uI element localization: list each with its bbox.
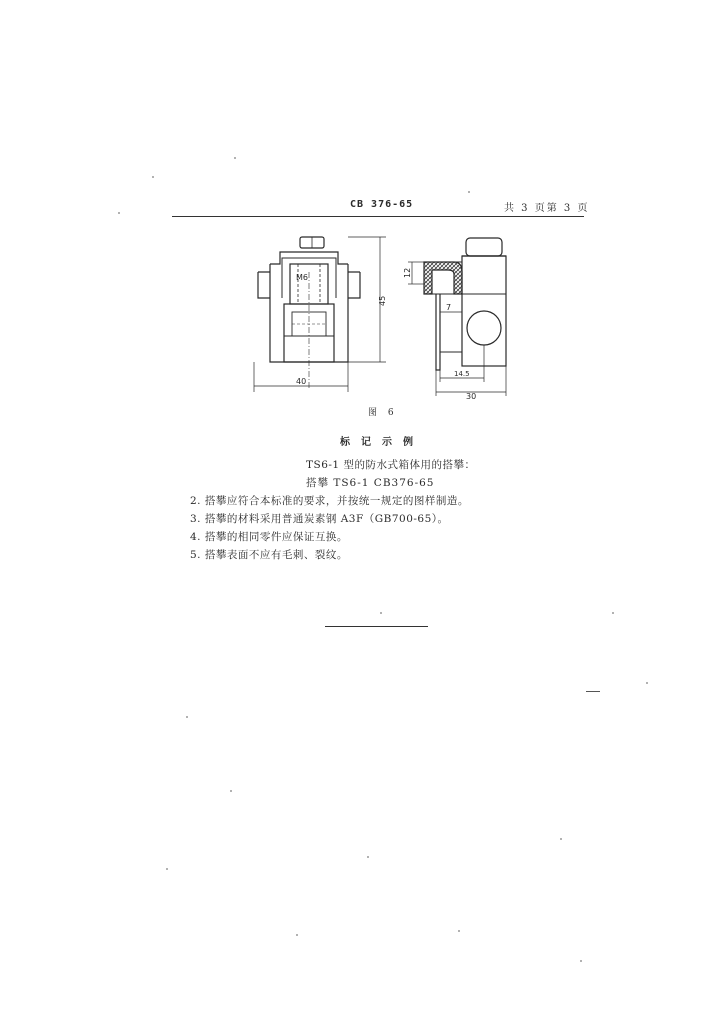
page-indicator: 共 3 页第 3 页 xyxy=(504,203,590,214)
marking-example-code: 搭攀 TS6-1 CB376-65 xyxy=(306,477,435,489)
label-45: 45 xyxy=(378,295,387,306)
label-m6: M6 xyxy=(296,273,308,282)
scan-speck xyxy=(560,838,562,840)
label-12: 12 xyxy=(403,267,412,278)
screw-head-side xyxy=(466,238,502,256)
requirement-item: 5. 搭攀表面不应有毛刺、裂纹。 xyxy=(190,549,348,561)
scan-speck xyxy=(468,191,470,193)
section-title: 标记示例 xyxy=(340,437,424,448)
end-rule xyxy=(325,626,428,627)
scan-speck xyxy=(296,934,298,936)
header-rule xyxy=(172,216,584,217)
scan-speck xyxy=(118,212,120,214)
scan-speck xyxy=(458,930,460,932)
scan-speck xyxy=(186,716,188,718)
scan-speck xyxy=(646,682,648,684)
label-14-5: 14.5 xyxy=(454,370,470,378)
margin-mark xyxy=(586,691,600,692)
scan-speck xyxy=(234,157,236,159)
scan-speck xyxy=(166,868,168,870)
label-30: 30 xyxy=(466,392,477,401)
technical-drawing xyxy=(240,228,520,406)
hatched-section xyxy=(424,262,462,294)
side-plate xyxy=(436,294,440,370)
requirement-item: 4. 搭攀的相同零件应保证互换。 xyxy=(190,531,348,543)
figure-caption: 图 6 xyxy=(368,408,398,418)
label-7: 7 xyxy=(446,303,452,312)
scan-speck xyxy=(380,612,382,614)
scan-speck xyxy=(367,856,369,858)
side-hole xyxy=(467,311,501,345)
scan-speck xyxy=(152,176,154,178)
standard-number: CB 376-65 xyxy=(350,199,414,210)
label-40: 40 xyxy=(296,377,307,386)
requirement-item: 3. 搭攀的材料采用普通炭素钢 A3F（GB700-65）。 xyxy=(190,513,449,525)
marking-example-line: TS6-1 型的防水式箱体用的搭攀： xyxy=(306,459,476,471)
front-view xyxy=(254,237,386,392)
scan-speck xyxy=(612,612,614,614)
scan-speck xyxy=(580,960,582,962)
scan-speck xyxy=(230,790,232,792)
requirement-item: 2. 搭攀应符合本标准的要求，并按统一规定的图样制造。 xyxy=(190,495,469,507)
